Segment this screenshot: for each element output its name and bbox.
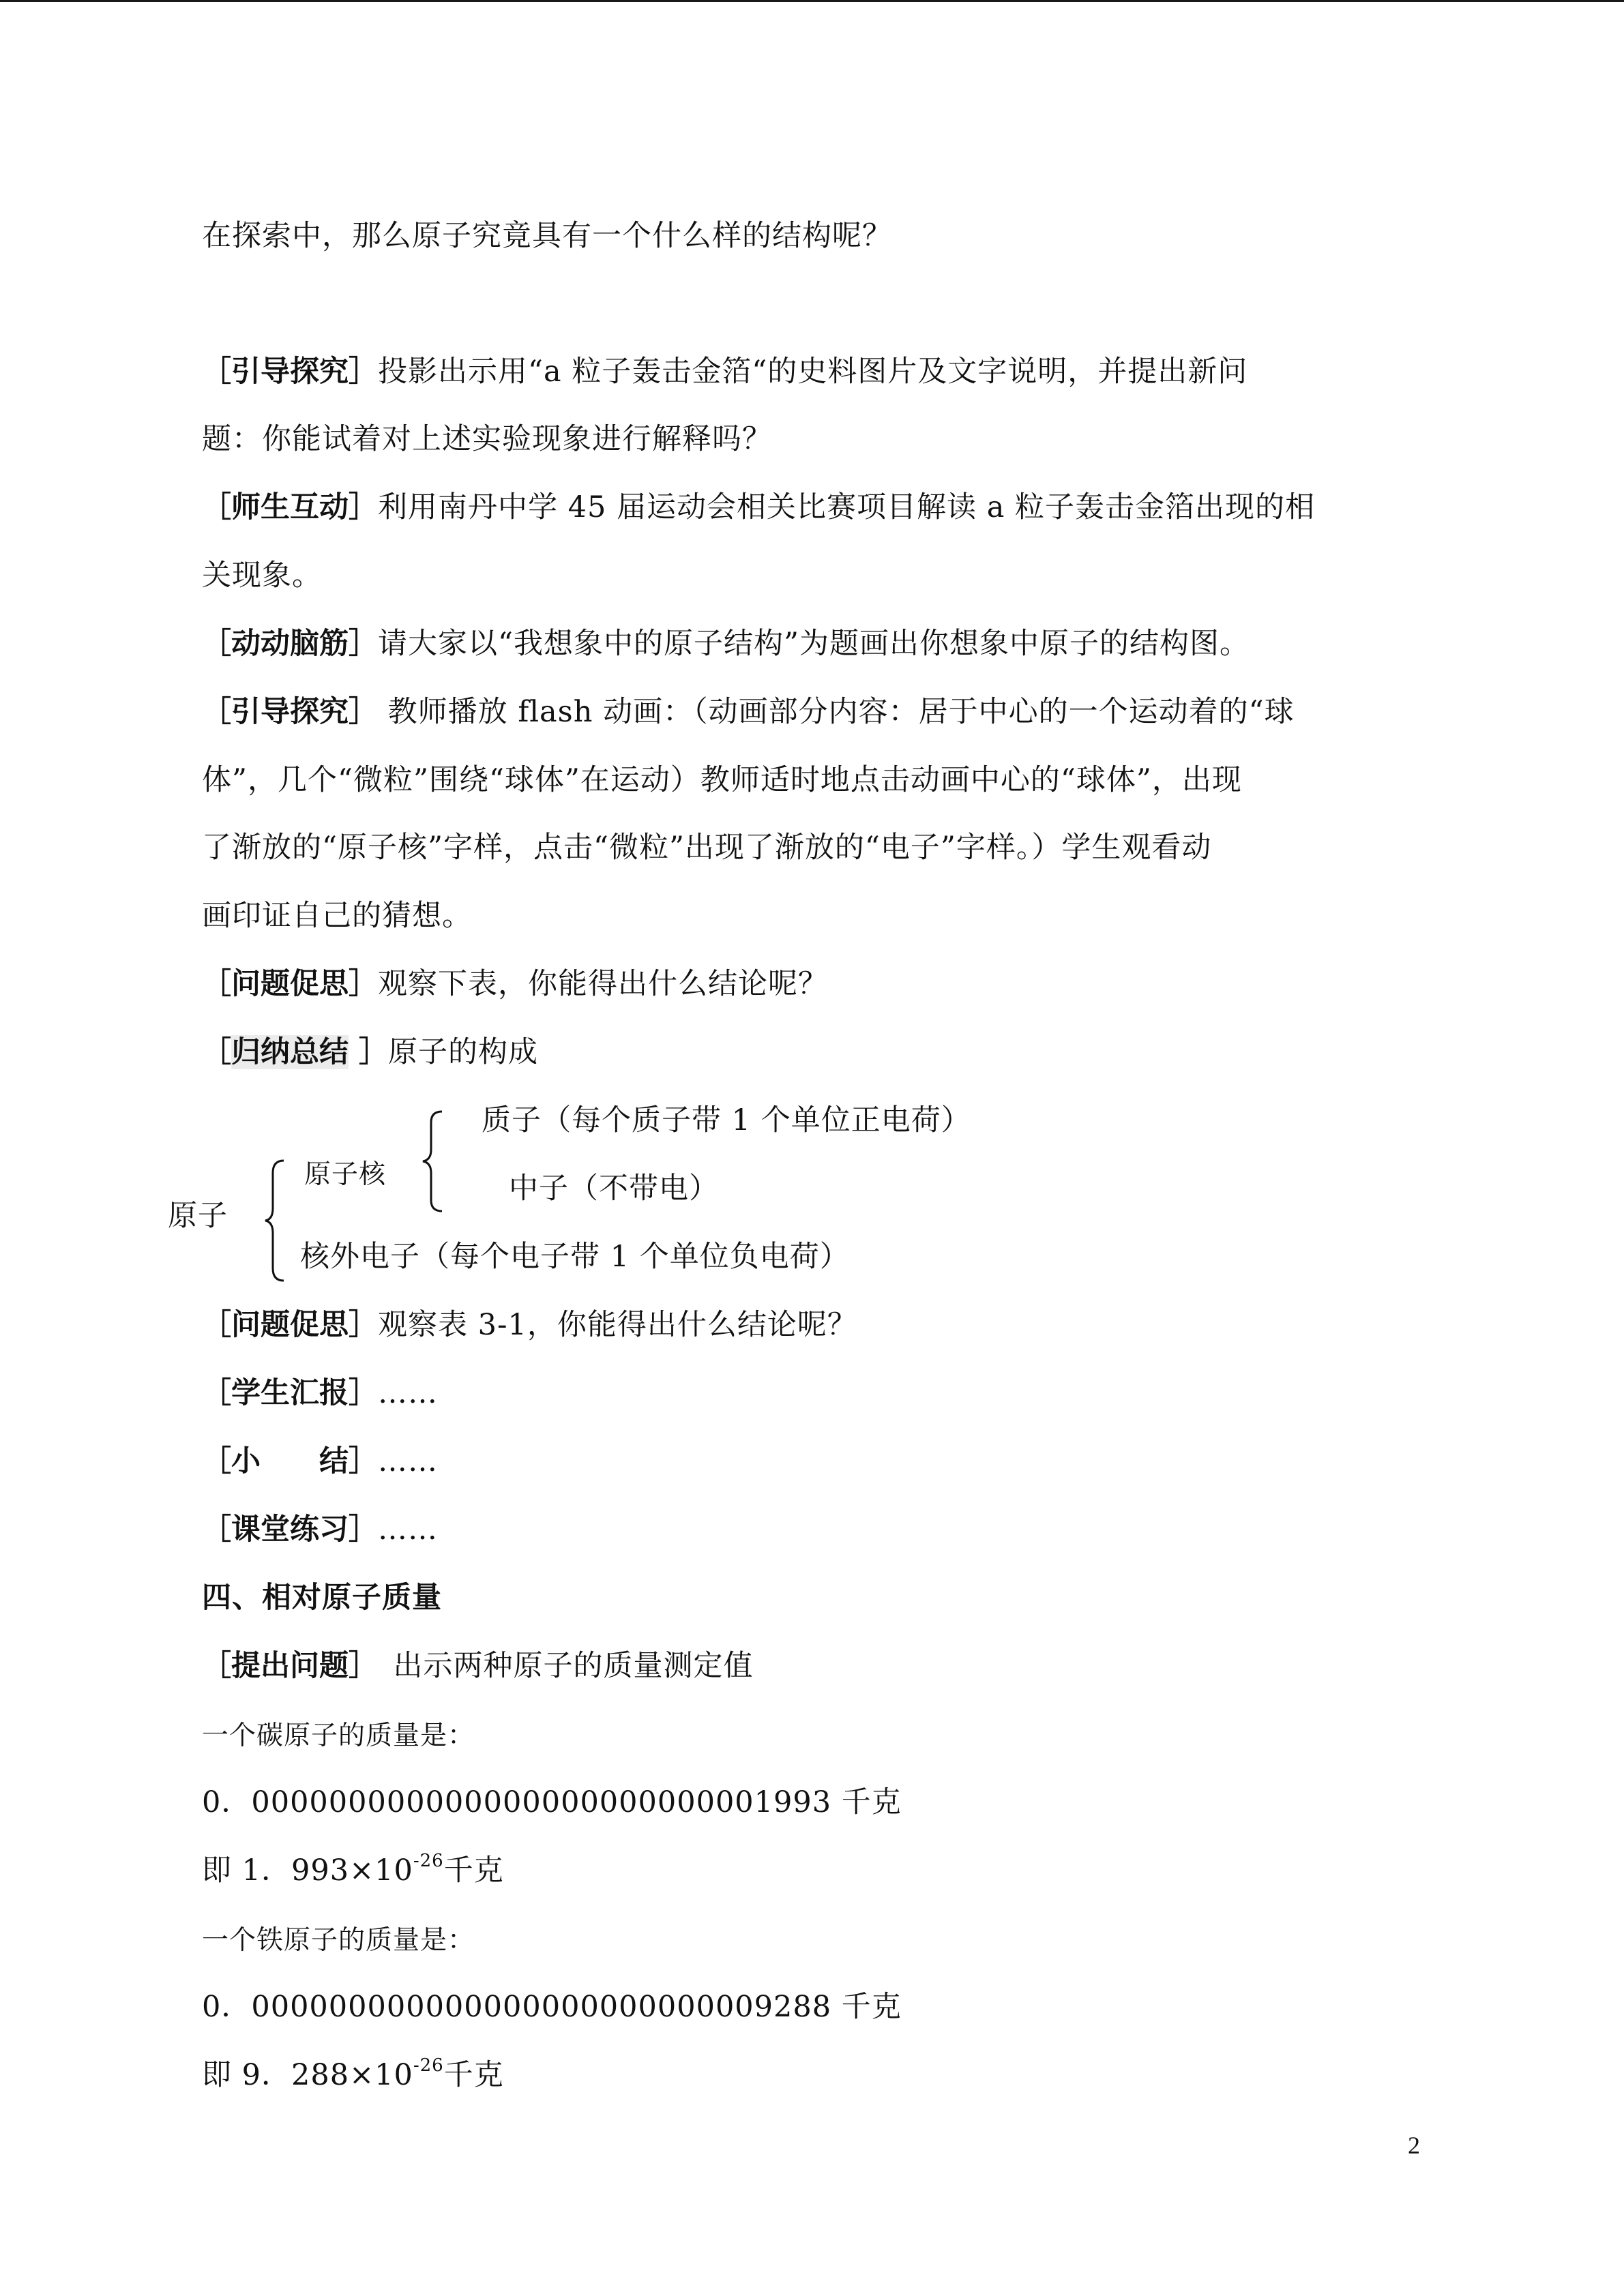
paragraph-teacher-student: [202, 487, 1315, 528]
paragraph-text: 观察下表，你能得出什么结论呢？: [378, 967, 828, 1001]
tag-label: ［课堂练习］: [202, 1512, 378, 1547]
paragraph-teacher-student-cont: 关现象。: [202, 558, 322, 593]
paragraph-text: 教师播放 flash 动画：（动画部分内容：居于中心的一个运动着的“球: [378, 695, 1295, 729]
section-heading-relative-atomic-mass: 四、相对原子质量: [202, 1581, 442, 1615]
paragraph-guided-inquiry-2-line2: 体”，几个“微粒”围绕“球体”在运动）教师适时地点击动画中心的“球体”，出现: [202, 763, 1242, 797]
paragraph-text: 观察表 3-1，你能得出什么结论呢？: [378, 1308, 857, 1342]
paragraph-question-2: [202, 1304, 857, 1345]
iron-mass-label: 一个铁原子的质量是：: [202, 1925, 475, 1956]
tag-label: ［问题促思］: [202, 967, 378, 1001]
paragraph-guided-inquiry-2: [202, 691, 1295, 732]
tag-label: ［师生互动］: [202, 490, 378, 524]
paragraph-text: 原子的构成: [387, 1035, 538, 1069]
paragraph-guided-inquiry-1: [202, 351, 1247, 392]
paragraph-raise-question: [202, 1645, 754, 1686]
paragraph-text: ……: [378, 1444, 438, 1478]
exponent: -26: [413, 1851, 444, 1871]
tag-label: ［提出问题］: [202, 1649, 364, 1683]
paragraph-brief-summary: [202, 1441, 438, 1482]
paragraph-student-report: [202, 1373, 438, 1414]
page-number: 2: [1408, 2132, 1420, 2159]
mantissa: 即 9．288×10: [202, 2058, 413, 2092]
paragraph-text: ……: [378, 1512, 438, 1547]
unit: 千克: [443, 2058, 504, 2092]
paragraph-guided-inquiry-2-line3: 了渐放的“原子核”字样，点击“微粒”出现了渐放的“电子”字样。）学生观看动: [202, 831, 1212, 865]
outer-brace: [263, 1159, 288, 1282]
tag-label: ［问题促思］: [202, 1308, 378, 1342]
tag-label: ［引导探究］: [202, 695, 378, 729]
paragraph-text: ……: [378, 1376, 438, 1410]
paragraph-text: 利用南丹中学 45 届运动会相关比赛项目解读 a 粒子轰击金箔出现的相: [378, 490, 1316, 524]
iron-mass-decimal: 0．000000000000000000000000009288 千克: [202, 1990, 902, 2024]
inner-brace: [420, 1110, 445, 1212]
carbon-mass-scientific: [202, 1850, 504, 1891]
diagram-nucleus: 原子核: [304, 1159, 387, 1190]
exponent: -26: [413, 2055, 444, 2076]
carbon-mass-decimal: 0．000000000000000000000000001993 千克: [202, 1785, 902, 1819]
diagram-root-atom: 原子: [168, 1199, 228, 1233]
diagram-neutron: 中子（不带电）: [509, 1172, 719, 1206]
mantissa: 即 1．993×10: [202, 1853, 413, 1888]
tag-label: ［引导探究］: [202, 355, 378, 389]
top-border-rule: [0, 0, 1624, 2]
intro-line: 在探索中，那么原子究竟具有一个什么样的结构呢？: [202, 219, 892, 253]
paragraph-text: 出示两种原子的质量测定值: [393, 1649, 754, 1683]
tag-highlighted-text: 归纳总结: [231, 1035, 349, 1069]
iron-mass-scientific: [202, 2055, 504, 2096]
paragraph-class-exercise: [202, 1509, 438, 1550]
carbon-mass-label: 一个碳原子的质量是：: [202, 1720, 475, 1751]
paragraph-text: 请大家以“我想象中的原子结构”为题画出你想象中原子的结构图。: [378, 627, 1250, 661]
tag-bracket-open: ［: [202, 1035, 231, 1069]
paragraph-guided-inquiry-1-cont: 题：你能试着对上述实验现象进行解释吗？: [202, 422, 772, 456]
tag-bracket-close: ］: [349, 1035, 388, 1069]
paragraph-brainstorm: [202, 623, 1250, 664]
diagram-electron: 核外电子（每个电子带 1 个单位负电荷）: [300, 1240, 850, 1274]
unit: 千克: [443, 1853, 504, 1888]
paragraph-summary: [202, 1032, 538, 1073]
paragraph-text: 投影出示用“a 粒子轰击金箔“的史料图片及文字说明，并提出新问: [378, 355, 1248, 389]
tag-label: ［动动脑筋］: [202, 627, 378, 661]
paragraph-guided-inquiry-2-line4: 画印证自己的猜想。: [202, 899, 472, 933]
paragraph-question-1: [202, 964, 828, 1004]
tag-label: ［小 结］: [202, 1444, 378, 1478]
diagram-proton: 质子（每个质子带 1 个单位正电荷）: [482, 1103, 971, 1137]
tag-label: ［学生汇报］: [202, 1376, 378, 1410]
